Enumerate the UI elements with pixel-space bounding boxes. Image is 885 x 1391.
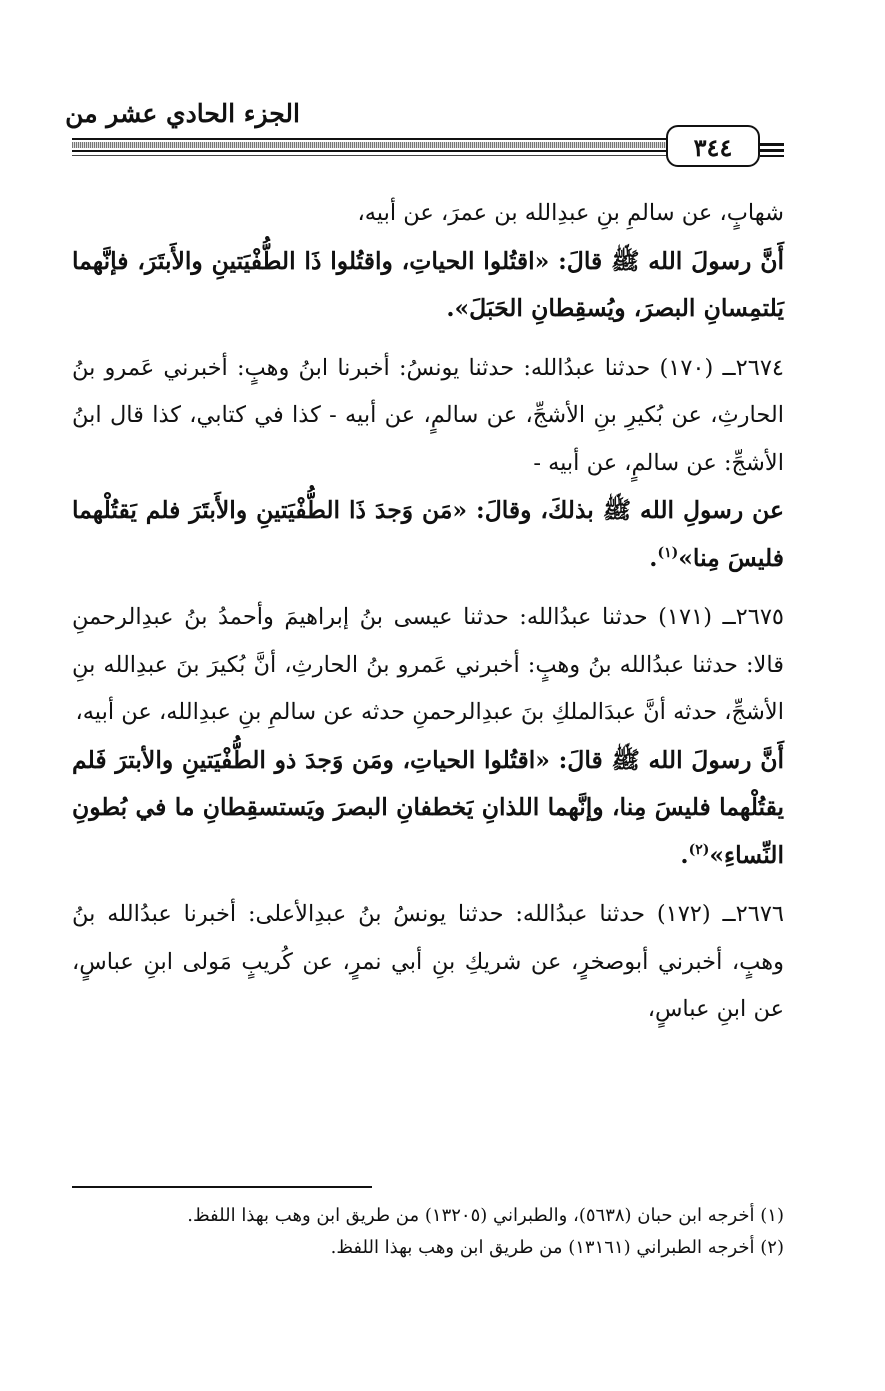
hadith-text-body: عن رسولِ الله ﷺ بذلكَ، وقالَ: «مَن وَجدَ ذَا الطُّفْيَتينِ والأَبتَرَ فلم يَقتُلْهما فليسَ مِنا» xyxy=(72,496,784,572)
hadith-chain: ٢٦٧٦ــ (١٧٢) حدثنا عبدُالله: حدثنا يونسُ بنُ عبدِالأعلى: أخبرنا عبدُالله بنُ وهبٍ، أخبرني أبوصخرٍ، عن شريكِ بنِ أبي نمرٍ، عن كُريبٍ مَولى ابنِ عباسٍ، عن ابنِ عباسٍ، xyxy=(72,901,784,1022)
text-paragraph: شهابٍ، عن سالمِ بنِ عبدِالله بن عمرَ، عن أبيه، xyxy=(357,200,784,226)
footnote-ref: (٢) xyxy=(688,841,710,858)
footnote-ref: (١) xyxy=(657,544,679,561)
header-rule xyxy=(760,143,784,146)
hadith-text: عن رسولِ الله ﷺ بذلكَ، وقالَ: «مَن وَجدَ ذَا الطُّفْيَتينِ والأَبتَرَ فلم يَقتُلْهما فليسَ مِنا»$^{(١)}$. xyxy=(72,496,784,572)
footnote-item: (٢) أخرجه الطبراني (١٣١٦١) من طريق ابن وهب بهذا اللفظ. xyxy=(330,1237,784,1258)
hadith-text: أَنَّ رسولَ الله ﷺ قالَ: «اقتُلوا الحياتِ، واقتُلوا ذَا الطُّفْيَتينِ والأَبتَرَ، فإنَّهما يَلتمِسانِ البصرَ، ويُسقِطانِ الحَبَلَ». xyxy=(72,246,784,322)
header-rule xyxy=(72,138,668,140)
page-number: ٣٤٤ xyxy=(666,125,760,167)
hadith-chain: ٢٦٧٥ــ (١٧١) حدثنا عبدُالله: حدثنا عيسى بنُ إبراهيمَ وأحمدُ بنُ عبدِالرحمنِ قالا: حدثنا عبدُالله بنُ وهبٍ: أخبرني عَمرو بنُ الحارثِ، أنَّ بُكيرَ بنَ عبدِالله بنِ الأشجِّ، حدثه أنَّ عبدَالملكِ بنَ عبدِالرحمنِ حدثه عن سالمِ بنِ عبدِالله، عن أبيه، xyxy=(72,604,785,725)
header-rule xyxy=(760,155,784,157)
hadith-text-body: أَنَّ رسولَ الله ﷺ قالَ: «اقتُلوا الحياتِ، ومَن وَجدَ ذو الطُّفْيَتينِ والأبترَ فَلم يقتُلْهما فليسَ مِنا، وإنَّهما اللذانِ يَخطفانِ البصرَ ويَستسقِطانِ ما في بُطونِ النِّساءِ» xyxy=(72,745,784,869)
footnote-separator xyxy=(72,1186,372,1188)
footnote-item: (١) أخرجه ابن حبان (٥٦٣٨)، والطبراني (١٣٢٠٥) من طريق ابن وهب بهذا اللفظ. xyxy=(187,1205,784,1226)
hadith-chain: ٢٦٧٤ــ (١٧٠) حدثنا عبدُالله: حدثنا يونسُ: أخبرنا ابنُ وهبٍ: أخبرني عَمرو بنُ الحارثِ، عن بُكيرِ بنِ الأشجِّ، عن سالمٍ، عن أبيه - كذا في كتابي، كذا قال ابنُ الأشجِّ: عن سالمٍ، عن أبيه - xyxy=(72,354,784,476)
header-rule xyxy=(760,149,784,152)
footnotes xyxy=(72,1200,784,1264)
running-title: الجزء الحادي عشر من xyxy=(65,99,300,128)
header-rule xyxy=(72,150,668,152)
hadith-text: أَنَّ رسولَ الله ﷺ قالَ: «اقتُلوا الحياتِ، ومَن وَجدَ ذو الطُّفْيَتينِ والأبترَ فَلم يقتُلْهما فليسَ مِنا، وإنَّهما اللذانِ يَخطفانِ البصرَ ويَستسقِطانِ ما في بُطونِ النِّساءِ»$^{(٢)}$. xyxy=(72,745,784,869)
main-text xyxy=(72,190,784,1034)
header-rule-pattern xyxy=(72,142,668,148)
header-rule xyxy=(72,155,668,156)
